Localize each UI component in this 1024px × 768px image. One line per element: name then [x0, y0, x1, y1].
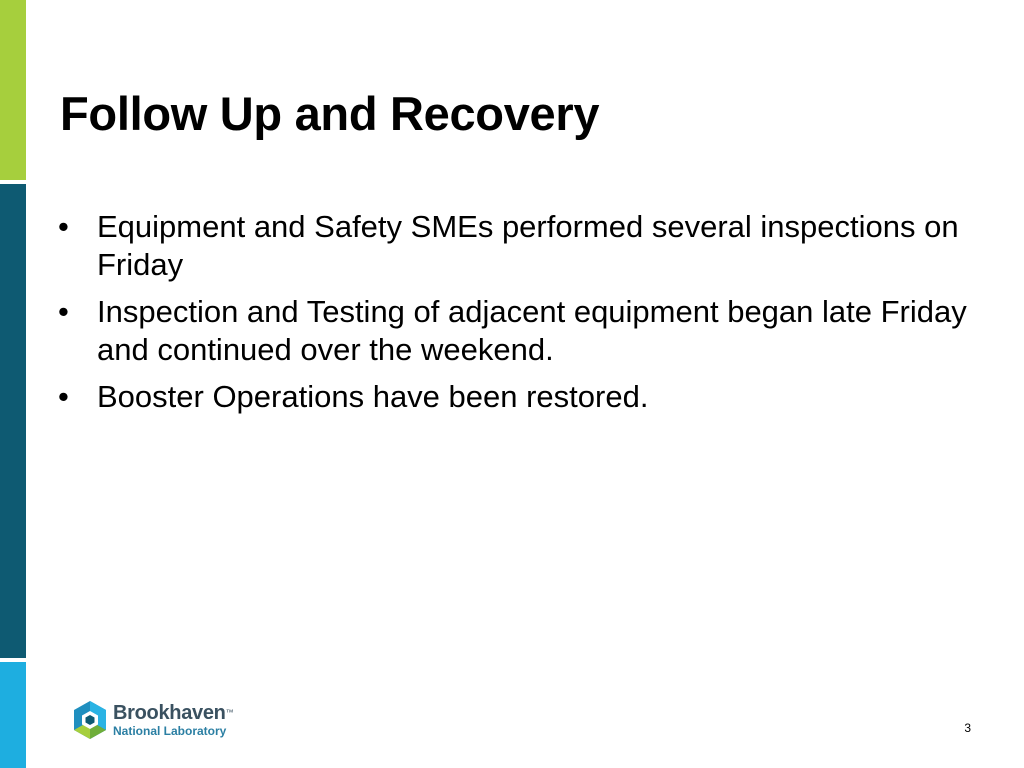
bullet-item — [56, 378, 976, 416]
bullet-text: Booster Operations have been restored. — [97, 379, 649, 414]
accent-bar-green — [0, 0, 26, 180]
logo-trademark: ™ — [225, 708, 234, 717]
bullet-text: Inspection and Testing of adjacent equipment began late Friday and continued over the weekend. — [97, 294, 967, 367]
accent-bar-blue — [0, 662, 26, 768]
logo-name: Brookhaven™ — [113, 702, 234, 724]
slide-title: Follow Up and Recovery — [60, 87, 600, 140]
accent-bar-teal — [0, 184, 26, 658]
logo-text — [113, 702, 233, 738]
logo-subtitle: National Laboratory — [113, 724, 227, 738]
brookhaven-hexagon-logo-icon — [72, 700, 108, 740]
bullet-item — [56, 293, 976, 369]
bullet-list — [56, 208, 976, 425]
bullet-dot: • — [58, 209, 69, 244]
bullet-text: Equipment and Safety SMEs performed several inspections on Friday — [97, 209, 959, 282]
page-number: 3 — [964, 721, 971, 735]
brookhaven-logo — [72, 700, 233, 740]
bullet-dot: • — [58, 379, 69, 414]
bullet-item — [56, 208, 976, 284]
bullet-dot: • — [58, 294, 69, 329]
